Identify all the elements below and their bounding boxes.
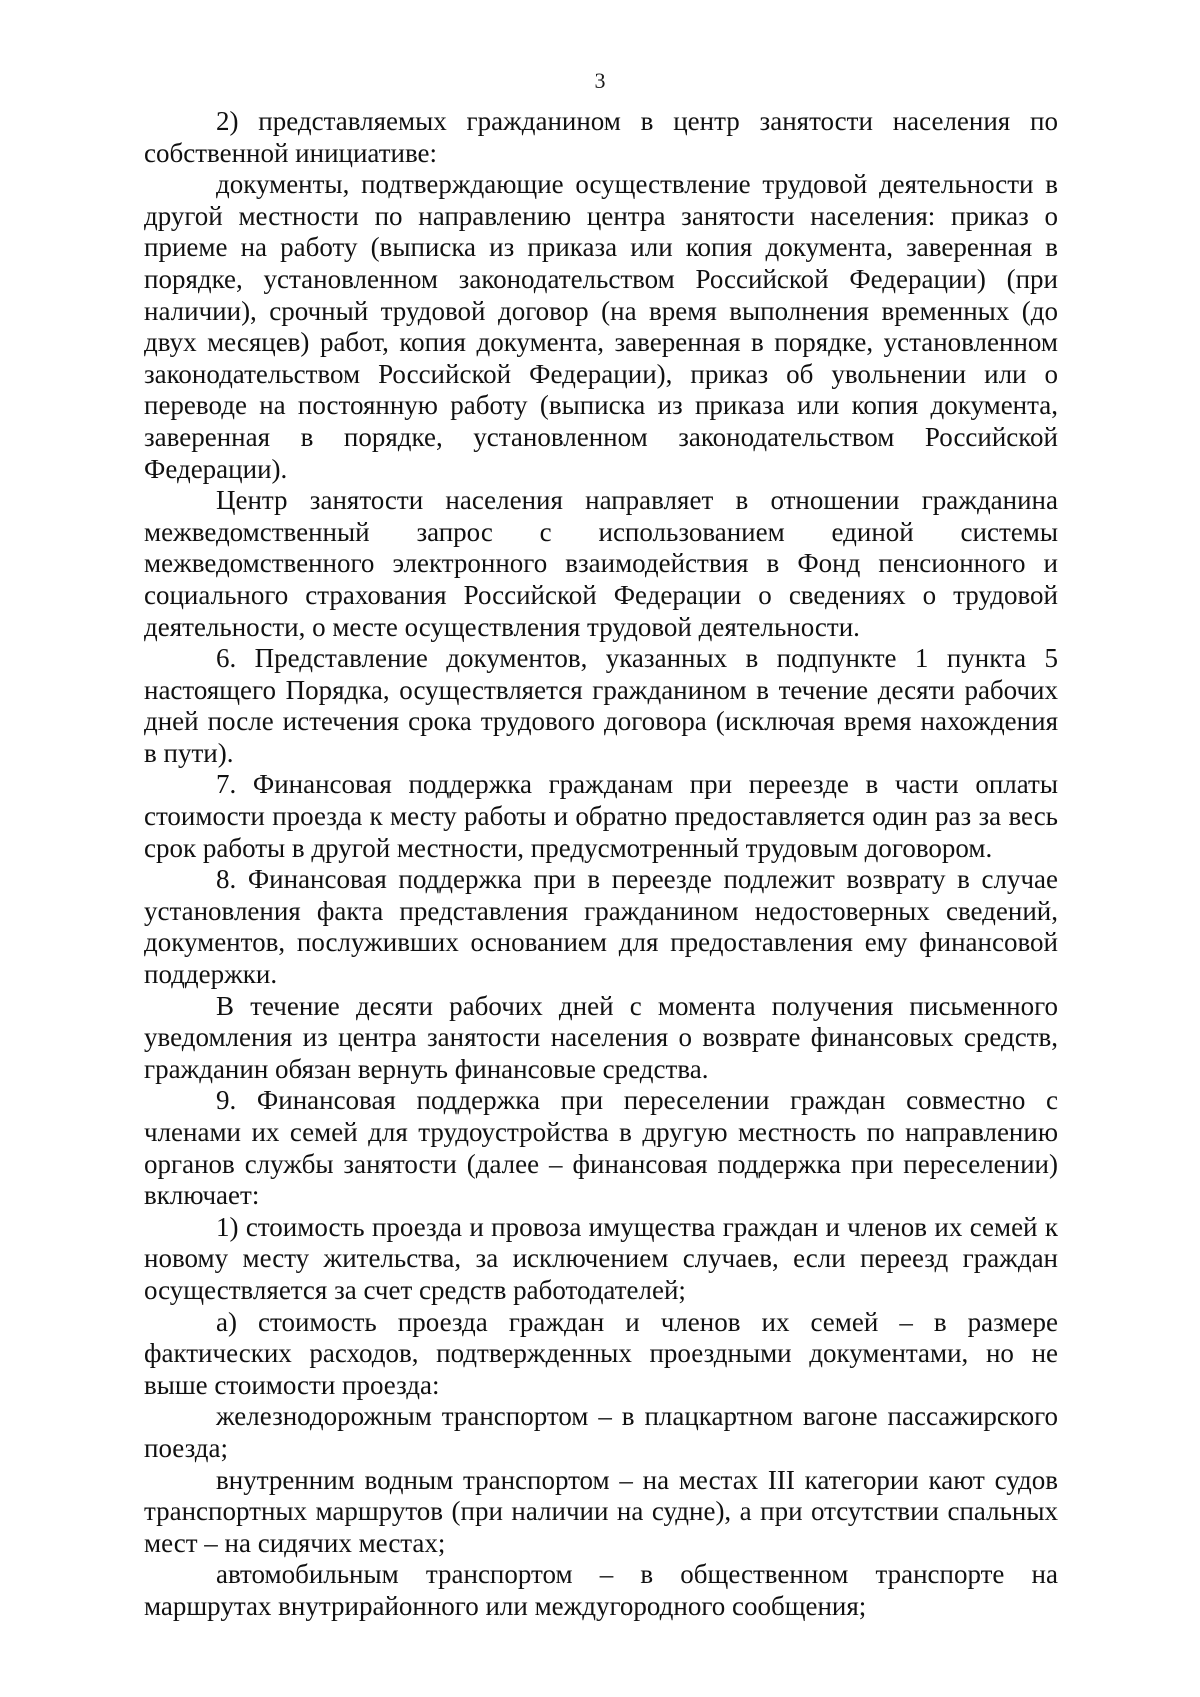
paragraph-item-9: 9. Финансовая поддержка при переселении граждан совместно с членами их семей для трудоустройства в другую местность по направлению органов службы занятости (далее – финансовая поддержка при переселении) включает:: [144, 1085, 1058, 1211]
paragraph-item-8: 8. Финансовая поддержка при в переезде подлежит возврату в случае установления факта представления гражданином недостоверных сведений, документов, послуживших основанием для предоставления ему финансовой поддержки.: [144, 864, 1058, 990]
paragraph-water-transport: внутренним водным транспортом – на местах III категории кают судов транспортных маршрутов (при наличии на судне), а при отсутствии спальных мест – на сидячих местах;: [144, 1464, 1058, 1558]
paragraph-item-7: 7. Финансовая поддержка гражданам при переезде в части оплаты стоимости проезда к месту работы и обратно предоставляется один раз за весь срок работы в другой местности, предусмотренный трудовым договором.: [144, 769, 1058, 863]
paragraph-item-9-subitem-a: а) стоимость проезда граждан и членов их семей – в размере фактических расходов, подтвержденных проездными документами, но не выше стоимости проезда:: [144, 1306, 1058, 1400]
paragraph-item-6: 6. Представление документов, указанных в подпункте 1 пункта 5 настоящего Порядка, осуществляется гражданином в течение десяти рабочих дней после истечения срока трудового договора (исключая время нахождения в пути).: [144, 643, 1058, 768]
paragraph-railway-transport: железнодорожным транспортом – в плацкартном вагоне пассажирского поезда;: [144, 1401, 1058, 1463]
paragraph-subitem-2: 2) представляемых гражданином в центр занятости населения по собственной инициативе:: [144, 106, 1058, 168]
paragraph-refund-deadline: В течение десяти рабочих дней с момента получения письменного уведомления из центра занятости населения о возврате финансовых средств, гражданин обязан вернуть финансовые средства.: [144, 990, 1058, 1084]
paragraph-road-transport: автомобильным транспортом – в общественном транспорте на маршрутах внутрирайонного или междугородного сообщения;: [144, 1559, 1058, 1621]
document-body: [144, 106, 1058, 1623]
page-number: 3: [594, 68, 606, 93]
paragraph-documents-list: документы, подтверждающие осуществление трудовой деятельности в другой местности по направлению центра занятости населения: приказ о приеме на работу (выписка из приказа или копия документа, заверенная в порядке, установленном законодательством Российской Федерации) (при наличии), срочный трудовой договор (на время выполнения временных (до двух месяцев) работ, копия документа, заверенная в порядке, установленном законодательством Российской Федерации), приказ об увольнении или о переводе на постоянную работу (выписка из приказа или копия документа, заверенная в порядке, установленном законодательством Российской Федерации).: [144, 169, 1058, 484]
paragraph-interagency-request: Центр занятости населения направляет в отношении гражданина межведомственный запрос с использованием единой системы межведомственного электронного взаимодействия в Фонд пенсионного и социального страхования Российской Федерации о сведениях о трудовой деятельности, о месте осуществления трудовой деятельности.: [144, 485, 1058, 642]
paragraph-item-9-subitem-1: 1) стоимость проезда и провоза имущества граждан и членов их семей к новому месту жительства, за исключением случаев, если переезд граждан осуществляется за счет средств работодателей;: [144, 1211, 1058, 1305]
